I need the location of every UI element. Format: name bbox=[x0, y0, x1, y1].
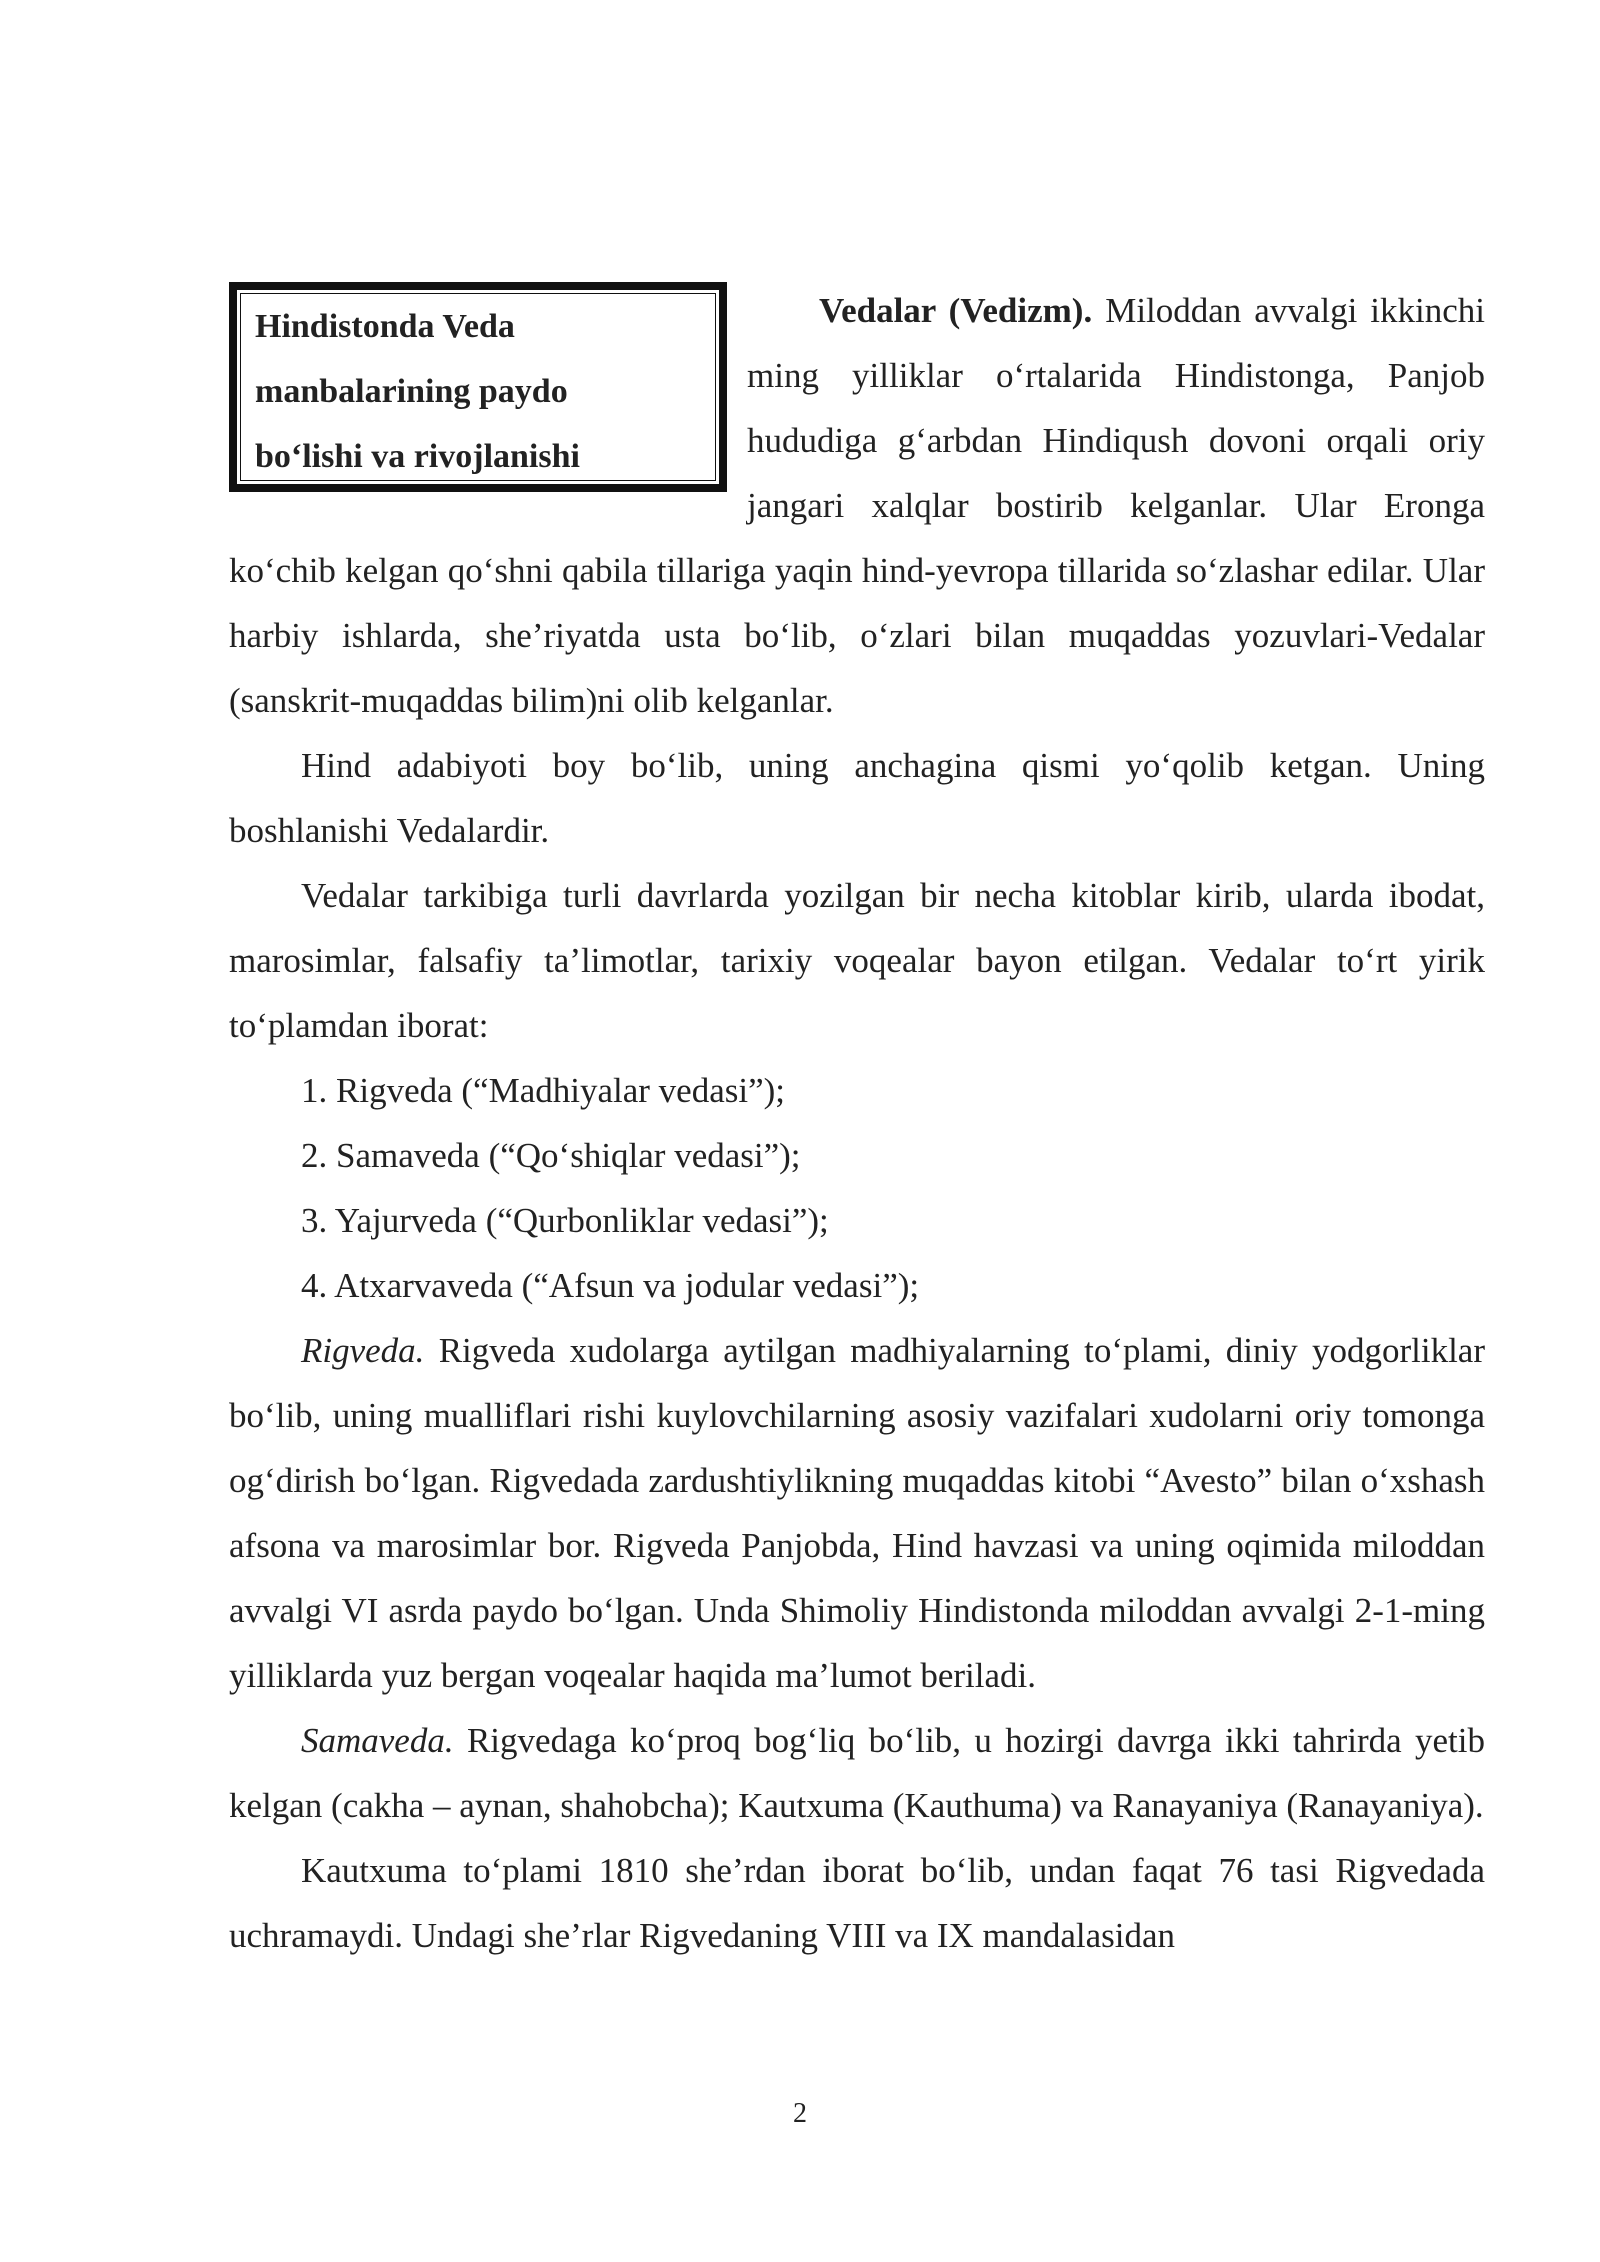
heading-line-3: bo‘lishi va rivojlanishi bbox=[255, 438, 580, 475]
paragraph-lead: Samaveda. bbox=[301, 1721, 454, 1760]
paragraph-lead: Rigveda. bbox=[301, 1331, 425, 1370]
veda-list bbox=[229, 1058, 1485, 1318]
document-page bbox=[229, 278, 1485, 1968]
paragraph-text: Miloddan avvalgi ikkinchi ming yilliklar o‘rtalarida Hindistonga, Panjob hududiga g‘arbdan Hindiqush dovoni orqali oriy jangari xalqlar bostirib kelganlar. Ular Eronga ko‘chib kelgan qo‘shni qabila tillariga yaqin hind-yevropa tillarida so‘zlashar edilar. Ular harbiy ishlarda, she’riyatda usta bo‘lib, o‘zlari bilan muqaddas yozuvlari-Vedalar (sanskrit-muqaddas bilim)ni olib kelganlar. bbox=[229, 291, 1485, 720]
paragraph-rigveda bbox=[229, 1318, 1485, 1708]
list-item: 3. Yajurveda (“Qurbonliklar vedasi”); bbox=[301, 1201, 829, 1240]
paragraph-samaveda bbox=[229, 1708, 1485, 1838]
paragraph-kautxuma: Kautxuma to‘plami 1810 she’rdan iborat bo‘lib, undan faqat 76 tasi Rigvedada uchramaydi. Undagi she’rlar Rigvedaning VIII va IX mandalasidan bbox=[229, 1851, 1485, 1955]
list-item: 4. Atxarvaveda (“Afsun va jodular vedasi”); bbox=[301, 1266, 920, 1305]
page-number: 2 bbox=[793, 2098, 807, 2129]
paragraph-hind-adabiyoti: Hind adabiyoti boy bo‘lib, uning anchagina qismi yo‘qolib ketgan. Uning boshlanishi Vedalardir. bbox=[229, 746, 1485, 850]
paragraph-lead: Vedalar (Vedizm). bbox=[819, 291, 1093, 330]
paragraph-text: Rigvedaga ko‘proq bog‘liq bo‘lib, u hozirgi davrga ikki tahrirda yetib kelgan (cakha – aynan, shahobcha); Kautxuma (Kauthuma) va Ranayaniya (Ranayaniya). bbox=[229, 1721, 1485, 1825]
heading-line-2: manbalarining paydo bbox=[255, 373, 568, 410]
section-heading-box bbox=[229, 282, 727, 492]
heading-line-1: Hindistonda Veda bbox=[255, 308, 515, 345]
list-item: 1. Rigveda (“Madhiyalar vedasi”); bbox=[301, 1071, 785, 1110]
list-item: 2. Samaveda (“Qo‘shiqlar vedasi”); bbox=[301, 1136, 801, 1175]
section-heading bbox=[240, 293, 716, 481]
paragraph-vedalar-tarkibi: Vedalar tarkibiga turli davrlarda yozilgan bir necha kitoblar kirib, ularda ibodat, marosimlar, falsafiy ta’limotlar, tarixiy voqealar bayon etilgan. Vedalar to‘rt yirik to‘plamdan iborat: bbox=[229, 876, 1485, 1045]
paragraph-text: Rigveda xudolarga aytilgan madhiyalarning to‘plami, diniy yodgorliklar bo‘lib, uning mualliflari rishi kuylovchilarning asosiy vazifalari xudolarni oriy tomonga og‘dirish bo‘lgan. Rigvedada zardushtiylikning muqaddas kitobi “Avesto” bilan o‘xshash afsona va marosimlar bor. Rigveda Panjobda, Hind havzasi va uning oqimida miloddan avvalgi VI asrda paydo bo‘lgan. Unda Shimoliy Hindistonda miloddan avvalgi 2-1-ming yilliklarda yuz bergan voqealar haqida ma’lumot beriladi. bbox=[229, 1331, 1485, 1695]
